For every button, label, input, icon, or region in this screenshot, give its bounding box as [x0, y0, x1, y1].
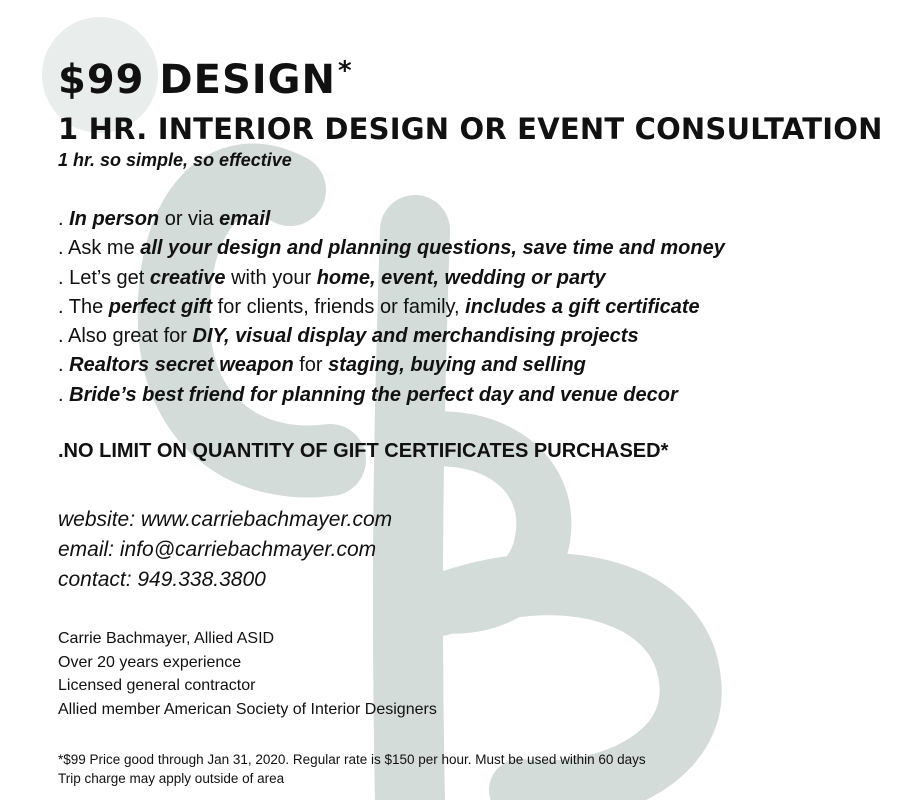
benefit-text: . Let’s get: [58, 266, 150, 289]
benefit-emphasis: home, event, wedding or party: [316, 266, 606, 289]
benefit-emphasis: creative: [149, 266, 226, 289]
credential-membership: Allied member American Society of Interior Designers: [58, 700, 437, 718]
benefit-item: [58, 293, 725, 322]
credential-name: Carrie Bachmayer, Allied ASID: [58, 630, 275, 647]
fine-print: [58, 750, 646, 788]
benefit-emphasis: includes a gift certificate: [465, 295, 700, 318]
no-limit-notice: .NO LIMIT ON QUANTITY OF GIFT CERTIFICATES PURCHASED*: [58, 440, 669, 462]
benefit-text: or via: [159, 208, 220, 230]
benefit-text: with your: [225, 266, 317, 289]
benefit-item: [58, 264, 725, 293]
benefit-text: .: [58, 208, 70, 230]
benefit-emphasis: DIY, visual display and merchandising projects: [192, 325, 639, 348]
benefit-text: . Also great for: [58, 325, 193, 348]
benefit-item: [58, 234, 725, 263]
website-link[interactable]: website: www.carriebachmayer.com: [58, 508, 393, 531]
benefit-item: [58, 381, 725, 410]
benefit-emphasis: all your design and planning questions, save time and money: [140, 237, 725, 260]
fine-print-line: Trip charge may apply outside of area: [58, 771, 285, 786]
benefit-text: .: [58, 354, 70, 377]
benefit-emphasis: email: [219, 208, 271, 230]
benefit-text: . The: [58, 295, 109, 318]
credential-experience: Over 20 years experience: [58, 653, 242, 671]
credentials-block: [58, 627, 437, 721]
credential-license: Licensed general contractor: [58, 677, 256, 694]
email-link[interactable]: email: info@carriebachmayer.com: [58, 538, 377, 561]
benefit-text: for clients, friends or family,: [212, 295, 466, 318]
benefit-text: .: [58, 383, 70, 406]
benefit-text: for: [293, 354, 329, 377]
title-asterisk: *: [337, 56, 353, 86]
benefit-emphasis: Realtors secret weapon: [69, 354, 294, 377]
page-title: [58, 56, 353, 103]
benefit-emphasis: In person: [69, 208, 160, 230]
title-text: $99 DESIGN: [58, 57, 336, 103]
contact-block: [58, 505, 392, 595]
benefit-emphasis: perfect gift: [108, 295, 213, 318]
benefit-text: . Ask me: [58, 237, 141, 260]
fine-print-line: *$99 Price good through Jan 31, 2020. Regular rate is $150 per hour. Must be used within 60 days: [58, 752, 646, 767]
benefit-item: [58, 322, 725, 351]
benefit-emphasis: staging, buying and selling: [328, 354, 586, 377]
benefits-list: [58, 205, 725, 410]
benefit-item: [58, 351, 725, 380]
benefit-emphasis: Bride’s best friend for planning the perfect day and venue decor: [69, 383, 678, 406]
tagline: 1 hr. so simple, so effective: [58, 150, 292, 170]
phone-contact[interactable]: contact: 949.338.3800: [58, 568, 266, 591]
benefit-item: [58, 205, 725, 234]
page-subtitle: 1 HR. INTERIOR DESIGN OR EVENT CONSULTATION: [58, 112, 883, 146]
